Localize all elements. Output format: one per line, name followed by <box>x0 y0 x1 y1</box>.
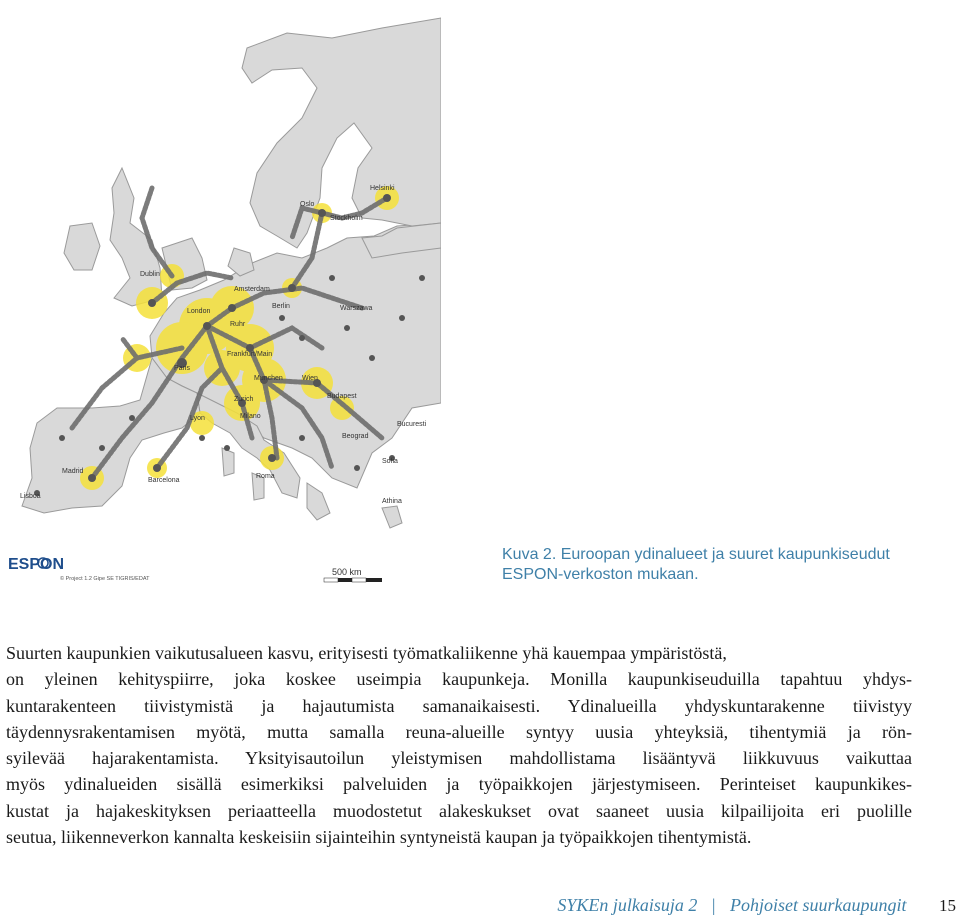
caption-line-1: Kuva 2. Euroopan ydinalueet ja suuret kaupunkiseudut <box>502 546 890 563</box>
page-footer <box>557 895 956 916</box>
map-label-warszawa: Warszawa <box>340 305 373 312</box>
footer-separator: | <box>711 895 716 915</box>
map-label-barcelona: Barcelona <box>148 477 180 484</box>
body-line-7: kustat ja hajakeskityksen periaatteella muodostetut alakeskukset ovat saaneet uusia kilpailijoita eri puolille <box>6 800 912 821</box>
map-label-berlin: Berlin <box>272 303 290 310</box>
map-label-paris: Paris <box>174 365 190 372</box>
svg-text:500 km: 500 km <box>332 567 362 577</box>
body-line-8: seutua, liikenneverkon kannalta keskeisiin sijainteihin syntyneistä kaupan ja työpaikkojen tihentymistä. <box>6 827 752 848</box>
body-line-2: on yleinen kehityspiirre, joka koskee useimpia kaupunkeja. Monilla kaupunkiseuduilla tapahtuu yhdys- <box>6 669 912 690</box>
map-label-athina: Athina <box>382 498 402 505</box>
map-label-madrid: Madrid <box>62 468 84 475</box>
map-label-lyon: Lyon <box>190 415 205 422</box>
body-line-1: Suurten kaupunkien vaikutusalueen kasvu, erityisesti työmatkaliikenne yhä kauempaa ympäristöstä, <box>6 643 727 663</box>
map-label-stockholm: Stockholm <box>330 215 363 222</box>
map-label-wien: Wien <box>302 375 318 382</box>
map-label-sofia: Sofia <box>382 458 398 465</box>
map-label-budapest: Budapest <box>327 393 357 400</box>
body-line-6: myös ydinalueiden sisällä esimerkiksi palveluiden ja työpaikkojen järjestymiseen. Perinteiset kaupunkikes- <box>6 774 912 795</box>
body-line-4: täydennysrakentamisen myötä, mutta samalla reuna-alueille syntyy uusia yhteyksiä, tihentymiä ja rön- <box>6 721 912 742</box>
map-label-helsinki: Helsinki <box>370 185 395 192</box>
espon-europe-map <box>2 8 441 588</box>
footer-series: SYKEn julkaisuja <box>557 895 684 915</box>
figure-caption <box>502 545 942 585</box>
map-label-lisboa: Lisboa <box>20 493 41 500</box>
body-line-3: kuntarakenteen tiivistymistä ja hajautumista samanaikaisesti. Ydinalueilla yhdyskuntarakenne tiivistyy <box>6 695 912 716</box>
map-label-bucuresti: Bucuresti <box>397 421 427 428</box>
map-label-dublin: Dublin <box>140 271 160 278</box>
map-label-munchen: Munchen <box>254 375 283 382</box>
footer-issue: 2 <box>688 895 698 915</box>
body-line-5: syilevää hajarakentamista. Yksityisautoilun yleistymisen mahdollistama lisääntyvä liikkuvuus vaikuttaa <box>6 748 912 769</box>
map-label-london: London <box>187 308 211 315</box>
page-number: 15 <box>939 896 956 915</box>
map-label-ruhr: Ruhr <box>230 321 246 328</box>
footer-title: Pohjoiset suurkaupungit <box>730 895 907 915</box>
map-label-beograd: Beograd <box>342 433 369 440</box>
caption-line-2: ESPON-verkoston mukaan. <box>502 566 699 583</box>
project-note: © Project 1.2 Gipe SE TIGRIS/EDAT <box>60 576 150 582</box>
espon-logo <box>8 553 64 573</box>
body-paragraph <box>6 640 912 850</box>
map-label-frankfurt: Frankfurt/Main <box>227 351 273 358</box>
map-label-roma: Roma <box>256 473 275 480</box>
map-label-milano: Milano <box>240 413 261 420</box>
svg-text:ESPON: ESPON <box>8 556 65 573</box>
map-label-zurich: Zurich <box>234 396 254 403</box>
map-label-oslo: Oslo <box>300 201 315 208</box>
map-label-amsterdam: Amsterdam <box>234 286 270 293</box>
